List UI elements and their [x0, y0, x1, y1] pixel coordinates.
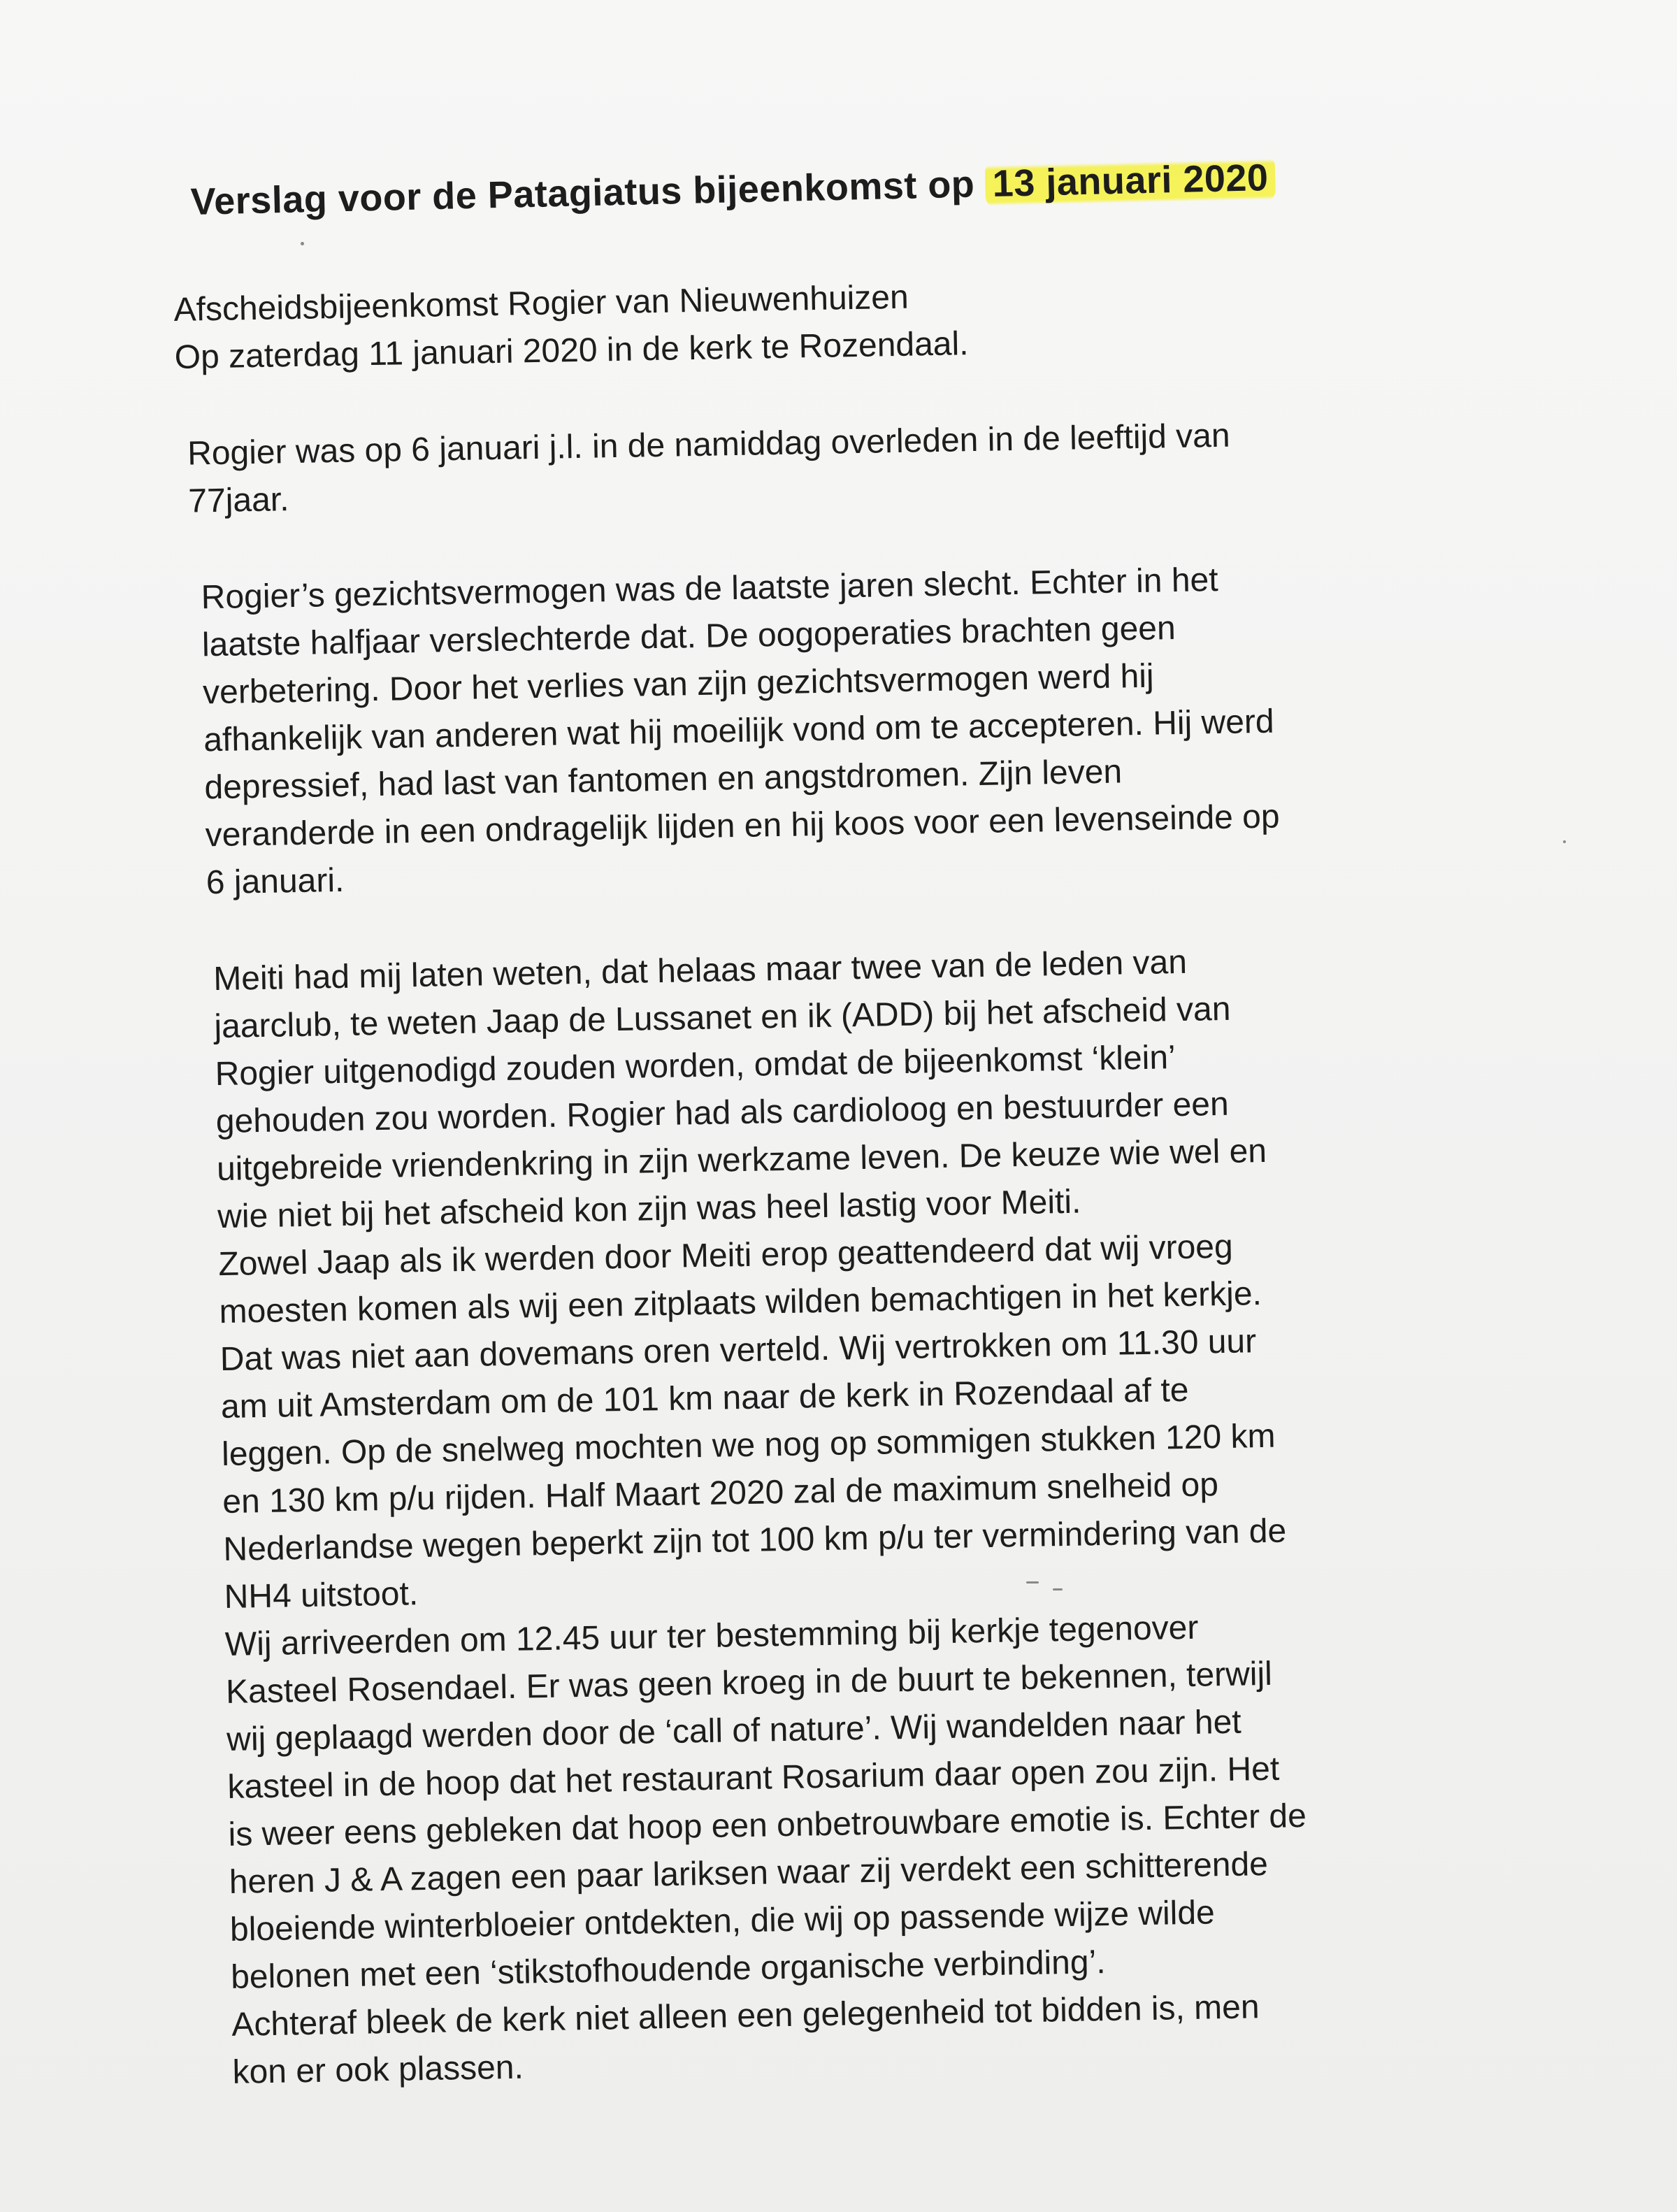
paragraph-line: Rogier uitgenodigd zouden worden, omdat de bijeenkomst ‘klein’ [215, 1039, 1176, 1093]
paragraph-line: gehouden zou worden. Rogier had als cardioloog en bestuurder een [215, 1085, 1230, 1141]
paragraph-line: 6 januari. [206, 861, 345, 902]
paragraph-line: Kasteel Rosendael. Er was geen kroeg in de buurt te bekennen, terwijl [225, 1655, 1273, 1711]
paragraph-line: leggen. Op de snelweg mochten we nog op sommigen stukken 120 km [221, 1417, 1276, 1474]
paragraph-line: Achteraf bleek de kerk niet alleen een gelegenheid tot bidden is, men [231, 1988, 1260, 2044]
paragraph-line: Rogier’s gezichtsvermogen was de laatste jaren slecht. Echter in het [201, 561, 1218, 617]
paragraph-line: 77jaar. [187, 481, 289, 520]
paragraph-line: Rogier was op 6 januari j.l. in de namiddag overleden in de leeftijd van [187, 417, 1231, 473]
paragraph-line: kasteel in de hoop dat het restaurant Rosarium daar open zou zijn. Het [227, 1750, 1280, 1806]
paragraph-line: bloeiende winterbloeier ontdekten, die wij op passende wijze wilde [229, 1894, 1216, 1948]
letter-body [173, 262, 1603, 2097]
paper-speck [1053, 1588, 1063, 1590]
title-date-highlight: 13 januari 2020 [985, 155, 1276, 208]
paragraph-line: heren J & A zagen een paar lariksen waar zij verdekt een schitterende [229, 1846, 1269, 1901]
paragraph-line: verbetering. Door het verlies van zijn gezichtsvermogen werd hij [202, 657, 1155, 712]
paragraph-line: Zowel Jaap als ik werden door Meiti erop geattendeerd dat wij vroeg [217, 1228, 1234, 1284]
intro-line: Op zaterdag 11 januari 2020 in de kerk te Rozendaal. [174, 325, 969, 376]
paragraph-line: jaarclub, te weten Jaap de Lussanet en ik (ADD) bij het afscheid van [214, 990, 1231, 1046]
paragraph-line: Wij arriveerden om 12.45 uur ter bestemming bij kerkje tegenover [224, 1609, 1199, 1664]
paragraph-line: veranderde in een ondragelijk lijden en hij koos voor een levenseinde op [205, 798, 1280, 854]
paragraph-line: moesten komen als wij een zitplaats wilden bemachtigen in het kerkje. [219, 1275, 1262, 1331]
paragraph-line: wij geplaagd werden door de ‘call of nature’. Wij wandelden naar het [226, 1703, 1242, 1758]
title-text: Verslag voor de Patagiatus bijeenkomst op [190, 163, 975, 223]
paragraph-line: afhankelijk van anderen wat hij moeilijk vond om te accepteren. Hij werd [203, 703, 1275, 759]
paper-speck [301, 242, 304, 245]
paragraph-line: uitgebreide vriendenkring in zijn werkzame leven. De keuze wie wel en [216, 1132, 1267, 1188]
paragraph-line: Dat was niet aan dovemans oren verteld. Wij vertrokken om 11.30 uur [219, 1323, 1257, 1379]
paragraph-line: belonen met een ‘stikstofhoudende organische verbinding’. [230, 1944, 1107, 1996]
paragraph-line: Nederlandse wegen beperkt zijn tot 100 km p/u ter vermindering van de [223, 1512, 1287, 1569]
paragraph-line: am uit Amsterdam om de 101 km naar de kerk in Rozendaal af te [220, 1371, 1189, 1426]
paragraph-line: NH4 uitstoot. [224, 1575, 419, 1616]
paragraph-line: Meiti had mij laten weten, dat helaas maar twee van de leden van [213, 943, 1188, 998]
page-title [190, 156, 1276, 224]
paper-speck [1026, 1581, 1039, 1583]
paragraph-line: en 130 km p/u rijden. Half Maart 2020 zal de maximum snelheid op [222, 1466, 1219, 1521]
paragraph-line: kon er ook plassen. [232, 2048, 524, 2091]
paragraph-line: laatste halfjaar verslechterde dat. De oogoperaties brachten geen [201, 610, 1176, 664]
paragraph-line: is weer eens gebleken dat hoop een onbetrouwbare emotie is. Echter de [228, 1797, 1307, 1853]
intro-line: Afscheidsbijeenkomst Rogier van Nieuwenhuizen [173, 278, 909, 329]
paragraph-line: wie niet bij het afscheid kon zijn was heel lastig voor Meiti. [217, 1183, 1081, 1236]
paragraph-line: depressief, had last van fantomen en angstdromen. Zijn leven [204, 753, 1123, 807]
paper-speck [1563, 840, 1566, 843]
